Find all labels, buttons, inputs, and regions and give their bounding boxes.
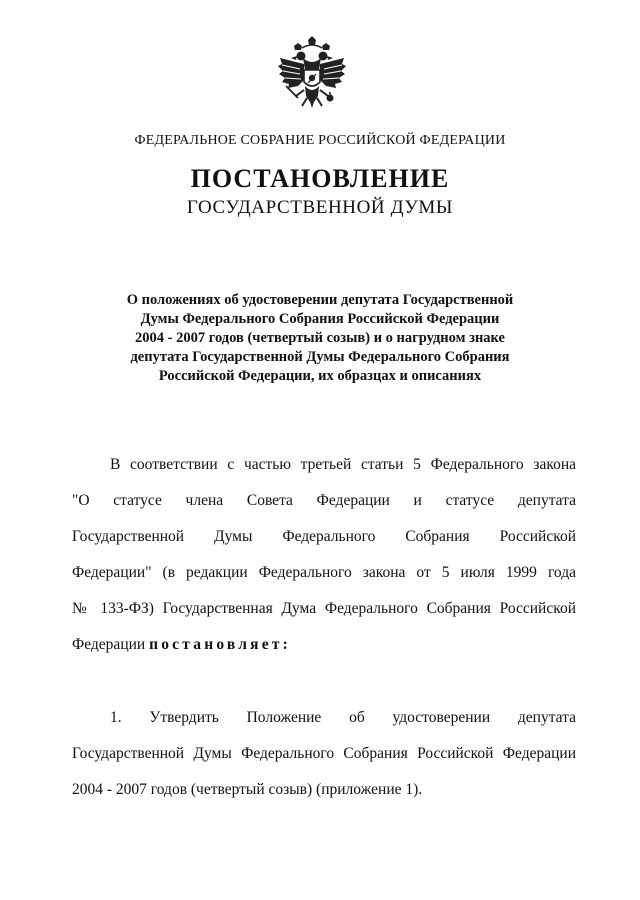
- coat-of-arms-emblem-icon: [274, 36, 350, 116]
- resolution-heading: [100, 291, 540, 386]
- preamble-paragraph: [72, 447, 576, 663]
- paragraph-line: "О статусе члена Совета Федерации и статусе депутата: [72, 492, 576, 509]
- paragraph-line: Государственной Думы Федерального Собрания Российской Федерации: [72, 745, 576, 762]
- resolves-spaced-word: постановляет:: [149, 636, 291, 653]
- heading-line: О положениях об удостоверении депутата Государственной: [126, 292, 514, 308]
- federal-assembly-header: ФЕДЕРАЛЬНОЕ СОБРАНИЕ РОССИЙСКОЙ ФЕДЕРАЦИИ: [134, 133, 506, 148]
- paragraph-line: В соответствии с частью третьей статьи 5 Федерального закона: [110, 456, 576, 473]
- heading-line: депутата Государственной Думы Федерального Собрания: [130, 349, 510, 365]
- heading-line: Думы Федерального Собрания Российской Федерации: [140, 311, 500, 327]
- paragraph-line: Государственной Думы Федерального Собрания Российской: [72, 528, 576, 545]
- document-title: ПОСТАНОВЛЕНИЕ: [190, 164, 450, 193]
- heading-line: Российской Федерации, их образцах и описаниях: [158, 368, 482, 384]
- paragraph-line: 1. Утвердить Положение об удостоверении депутата: [110, 709, 576, 726]
- item-one-paragraph: [72, 700, 576, 808]
- paragraph-final-text: Федерации: [72, 636, 146, 653]
- paragraph-line: № 133-ФЗ) Государственная Дума Федерального Собрания Российской: [72, 600, 576, 617]
- paragraph-line: 2004 - 2007 годов (четвертый созыв) (приложение 1).: [72, 781, 423, 798]
- paragraph-line-final: [72, 627, 576, 663]
- document-subtitle: ГОСУДАРСТВЕННОЙ ДУМЫ: [186, 197, 454, 218]
- heading-line: 2004 - 2007 годов (четвертый созыв) и о нагрудном знаке: [135, 330, 505, 346]
- paragraph-line: Федерации" (в редакции Федерального закона от 5 июля 1999 года: [72, 564, 576, 581]
